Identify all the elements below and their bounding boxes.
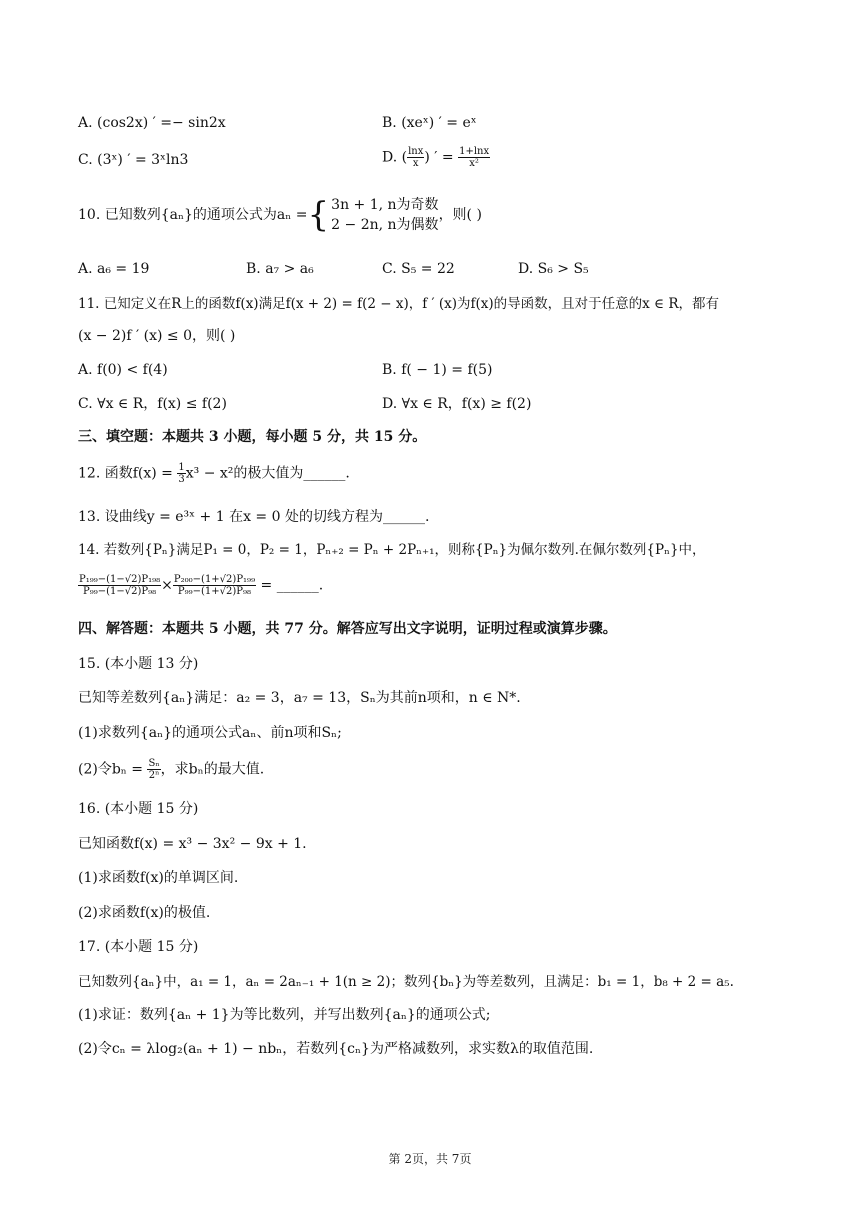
q11-stem-line2: (x − 2)f ′ (x) ≤ 0，则( )	[78, 328, 236, 344]
q10-stem: 10. 已知数列{aₙ}的通项公式为aₙ = { 3n + 1, n为奇数 2 − 2n, n为偶数 ，则( )	[78, 195, 482, 235]
q9-d-frac1: $\frac{\ln x}{x}$	[408, 146, 424, 169]
q14-expression: $\frac{\text{P₁₉₉−(1−√2)P₁₉₈}}{\text{P₉₉−(1−√2)P₉₈}}$ × $\frac{\text{P₂₀₀−(1+√2)P₁₉₉}}{\text{P₉₉−(1+√2)P₉₈}}$ = ______.	[79, 574, 324, 597]
q9-option-b: B. (xeˣ) ′ = eˣ	[382, 115, 477, 131]
q9-option-c: C. (3ˣ) ′ = 3ˣln3	[78, 152, 189, 168]
q10-option-d: D. S₆ > S₅	[518, 261, 589, 277]
q16-stem: 已知函数f(x) = x³ − 3x² − 9x + 1.	[78, 836, 307, 852]
q10-cases: { 3n + 1, n为奇数 2 − 2n, n为偶数	[307, 195, 439, 235]
q17-part1: (1)求证：数列{aₙ + 1}为等比数列，并写出数列{aₙ}的通项公式;	[78, 1007, 491, 1023]
q10-option-a: A. a₆ = 19	[78, 261, 150, 277]
q15-stem: 已知等差数列{aₙ}满足：a₂ = 3，a₇ = 13，Sₙ为其前n项和，n ∈ N*.	[78, 690, 521, 706]
q16-part1: (1)求函数f(x)的单调区间.	[78, 870, 239, 886]
q11-option-d: D. ∀x ∈ R，f(x) ≥ f(2)	[382, 396, 532, 412]
q11-option-c: C. ∀x ∈ R，f(x) ≤ f(2)	[78, 396, 227, 412]
q15-part2: (2)令bₙ = $\frac{\text{Sₙ}}{\text{2ⁿ}}$ ，求bₙ的最大值.	[78, 758, 265, 781]
q10-option-c: C. S₅ = 22	[382, 261, 455, 277]
q15-frac: $\frac{\text{Sₙ}}{\text{2ⁿ}}$	[148, 758, 160, 781]
q11-stem-line1: 11. 已知定义在R上的函数f(x)满足f(x + 2) = f(2 − x)，f ′ (x)为f(x)的导函数，且对于任意的x ∈ R，都有	[78, 296, 720, 312]
brace-icon: {	[307, 195, 330, 235]
q9-option-d: D. ( $\frac{\ln x}{x}$ ) ′ = $\frac{1+\ln x}{\text{x²}}$	[382, 146, 490, 169]
q15-title: 15. (本小题 13 分)	[78, 656, 199, 672]
section-heading-fill-in: 三、填空题：本题共 3 小题，每小题 5 分，共 15 分。	[78, 429, 427, 445]
q14-frac2: $\frac{\text{P₂₀₀−(1+√2)P₁₉₉}}{\text{P₉₉−(1+√2)P₉₈}}$	[173, 574, 256, 597]
q14-stem-line1: 14. 若数列{Pₙ}满足P₁ = 0，P₂ = 1，Pₙ₊₂ = Pₙ + 2Pₙ₊₁，则称{Pₙ}为佩尔数列.在佩尔数列{Pₙ}中，	[78, 542, 706, 558]
q9-option-a: A. (cos2x) ′ =− sin2x	[78, 115, 226, 131]
q16-title: 16. (本小题 15 分)	[78, 801, 199, 817]
q16-part2: (2)求函数f(x)的极值.	[78, 905, 211, 921]
q9-d-frac2: $\frac{1+\ln x}{\text{x²}}$	[459, 146, 490, 169]
q10-option-b: B. a₇ > a₆	[246, 261, 314, 277]
q12-stem: 12. 函数f(x) = $\frac{1}{3}$ x³ − x²的极大值为______.	[78, 462, 350, 485]
q17-part2: (2)令cₙ = λlog₂(aₙ + 1) − nbₙ，若数列{cₙ}为严格减数列，求实数λ的取值范围.	[78, 1041, 594, 1057]
q17-stem: 已知数列{aₙ}中，a₁ = 1，aₙ = 2aₙ₋₁ + 1(n ≥ 2)；数列{bₙ}为等差数列，且满足：b₁ = 1，b₈ + 2 = a₅.	[78, 974, 734, 990]
section-heading-solutions: 四、解答题：本题共 5 小题，共 77 分。解答应写出文字说明，证明过程或演算步骤。	[78, 621, 617, 637]
q17-title: 17. (本小题 15 分)	[78, 939, 199, 955]
q11-option-b: B. f( − 1) = f(5)	[382, 362, 493, 378]
q12-frac: $\frac{1}{3}$	[178, 462, 185, 485]
q11-option-a: A. f(0) < f(4)	[78, 362, 168, 378]
q15-part1: (1)求数列{aₙ}的通项公式aₙ、前n项和Sₙ;	[78, 725, 342, 741]
q14-frac1: $\frac{\text{P₁₉₉−(1−√2)P₁₉₈}}{\text{P₉₉−(1−√2)P₉₈}}$	[79, 574, 161, 597]
page-number-footer: 第 2页，共 7页	[388, 1152, 472, 1166]
q13-stem: 13. 设曲线y = e³ˣ + 1 在x = 0 处的切线方程为______.	[78, 509, 430, 525]
